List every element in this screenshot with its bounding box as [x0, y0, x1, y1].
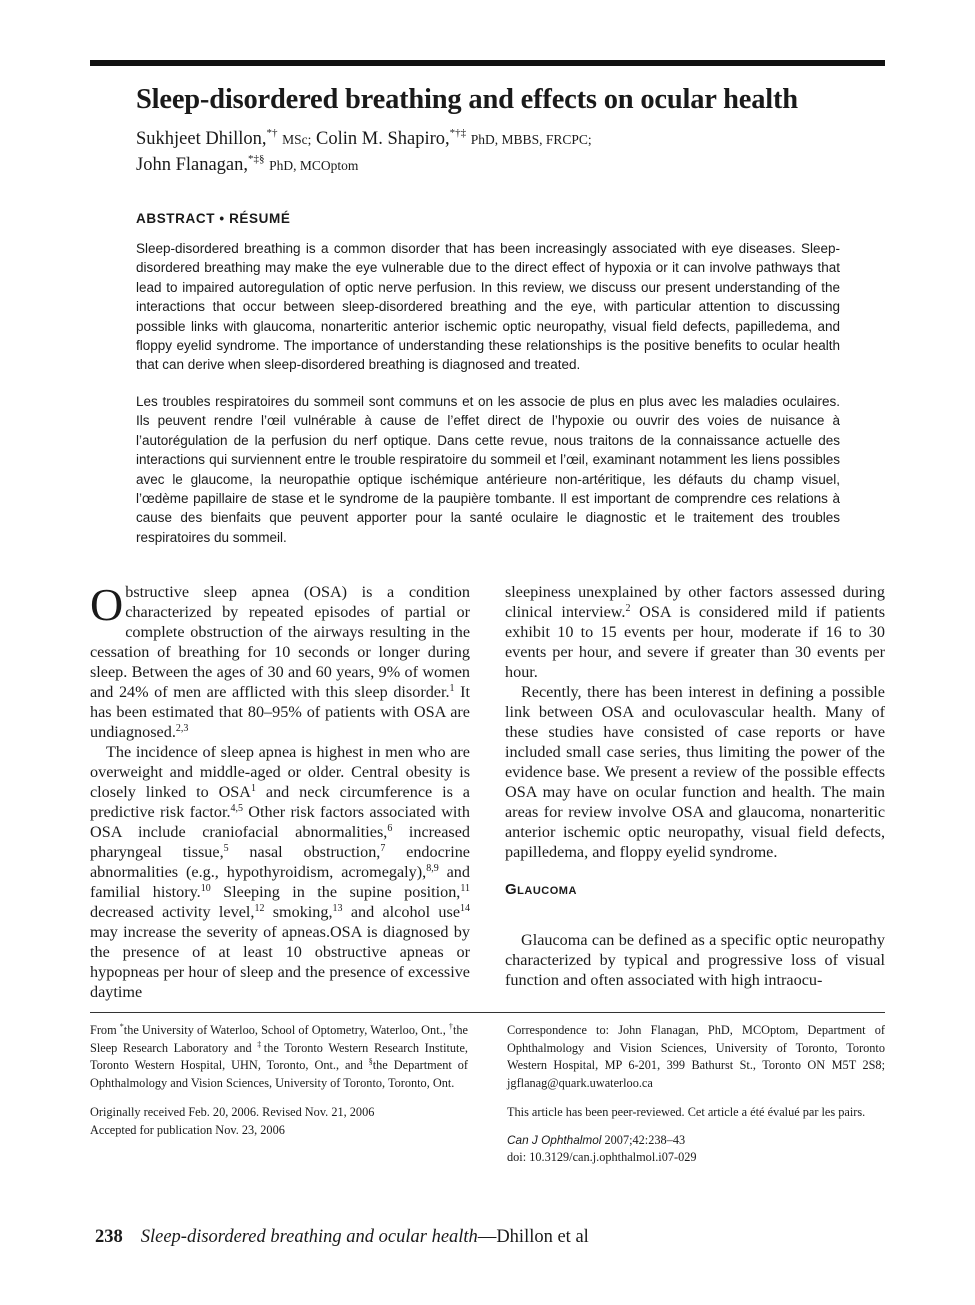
section-heading-glaucoma: Glaucoma: [505, 881, 577, 898]
drop-cap: O: [90, 579, 124, 630]
reference-superscript: 14: [460, 903, 471, 914]
body-paragraph-5: Glaucoma can be defined as a specific optic neuropathy characterized by typical and progressive loss of visual function and often associated with high intraocu-: [505, 931, 885, 989]
reference-superscript: 12: [254, 903, 265, 914]
author-affiliation-marks: *‡§: [248, 153, 265, 165]
footnote-rule: [90, 1012, 885, 1013]
reference-superscript: 1: [449, 683, 455, 694]
reference-superscript: 2,3: [175, 723, 189, 734]
reference-superscript: §: [368, 1057, 373, 1066]
citation-volume: 2007;42:238–43: [601, 1132, 686, 1147]
reference-superscript: 2: [625, 603, 631, 614]
reference-superscript: 10: [200, 883, 211, 894]
affiliation-text: From *the University of Waterloo, School of Optometry, Waterloo, Ont., †the Sleep Research Laboratory and ‡the Toronto Western Research Institute, Toronto Western Hospital, UHN, Toronto, Ont., and §the Department of Ophthalmology and Vision Sciences, University of Toronto, Toronto, Ont.: [90, 1022, 469, 1090]
reference-superscript: 13: [332, 903, 343, 914]
author-affiliation-marks: *†‡: [449, 127, 467, 139]
body-column-left: [90, 579, 471, 1002]
reference-superscript: *: [119, 1022, 124, 1031]
running-authors: —Dhillon et al: [477, 1227, 589, 1247]
reference-superscript: 7: [380, 843, 386, 854]
reference-superscript: 11: [460, 883, 470, 894]
body-paragraph-4: Recently, there has been interest in defining a possible link between OSA and oculovascular health. Many of these studies have consisted of case reports or have included small case series, thus limiting the power of the evidence base. We present a review of the possible effects OSA may have on ocular function and health. The main areas for review involve OSA and glaucoma, nonarteritic anterior ischemic optic neuropathy, visual field defects, papilledema, and floppy eyelid syndrome.: [505, 683, 885, 861]
abstract-heading: ABSTRACT • RÉSUMÉ: [136, 211, 291, 226]
author-degrees: PhD, MBBS, FRCPC;: [470, 132, 592, 147]
author-line-1: [136, 129, 592, 150]
reference-superscript: †: [448, 1022, 453, 1031]
footnote-correspondence: [507, 1022, 885, 1167]
body-paragraph-2: The incidence of sleep apnea is highest in men who are overweight and middle-aged or older. Central obesity is closely linked to OSA$^1$ and neck circumference is a predictive risk factor.$^{4,5}$ Other risk factors associated with OSA include craniofacial abnormalities,$^6$ increased pharyngeal tissue,$^5$ nasal obstruction,$^7$ endocrine abnormalities (e.g., hypothyroidism, acromegaly),$^{8,9}$ and familial history.$^{10}$ Sleeping in the supine position,$^{11}$ decreased activity level,$^{12}$ smoking,$^{13}$ and alcohol use$^{14}$ may increase the severity of apneas.OSA is diagnosed by the presence of at least 10 obstructive apneas or hypopneas per hour of sleep and the presence of excessive daytime: [90, 743, 471, 1001]
reference-superscript: ‡: [257, 1039, 264, 1049]
article-title: Sleep-disordered breathing and effects on ocular health: [136, 84, 798, 115]
page-number: 238: [95, 1227, 123, 1247]
page-footer: [95, 1227, 589, 1248]
top-rule: [90, 60, 885, 66]
reference-superscript: 8,9: [426, 863, 439, 874]
author-name: John Flanagan,: [136, 155, 249, 175]
author-line-2: [136, 155, 358, 176]
author-name: Sukhjeet Dhillon,: [136, 129, 267, 149]
abstract-english: Sleep-disordered breathing is a common disorder that has been increasingly associated with eye diseases. Sleep-disordered breathing may make the eye vulnerable due to the direct effect of hypoxia or it can involve pathways that lead to impaired autoregulation of optic nerve perfusion. In this review, we discuss our present understanding of the interactions that occur between sleep-disordered breathing and the eye, with particular attention to discussing possible links with glaucoma, nonarteritic anterior ischemic optic neuropathy, visual field defects, papilledema, and floppy eyelid syndrome. The importance of understanding these relationships is the positive benefits to ocular health that can derive when sleep-disordered breathing is diagnosed and treated.: [136, 241, 840, 373]
author-name: Colin M. Shapiro,: [316, 129, 450, 149]
body-paragraph-1: Obstructive sleep apnea (OSA) is a condition characterized by repeated episodes of partial or complete obstruction of the airways resulting in the cessation of breathing for 10 seconds or longer during sleep. Between the ages of 30 and 60 years, 9% of women and 24% of men are afflicted with this sleep disorder.$^1$ It has been estimated that 80–95% of patients with OSA are undiagnosed.$^{2,3}$: [90, 579, 470, 741]
peer-review-note: This article has been peer-reviewed. Cet article a été évalué par les pairs.: [507, 1105, 866, 1119]
footnote-affiliations: [90, 1022, 468, 1139]
body-column-right: [505, 582, 885, 990]
accepted-date: Accepted for publication Nov. 23, 2006: [90, 1122, 285, 1137]
author-degrees: MSc;: [282, 132, 312, 147]
doi-text: doi: 10.3129/can.j.ophthalmol.i07-029: [507, 1150, 697, 1164]
author-affiliation-marks: *†: [266, 127, 278, 139]
citation-line: [507, 1132, 885, 1150]
journal-name: Can J Ophthalmol: [507, 1132, 602, 1147]
author-degrees: PhD, MCOptom: [269, 158, 359, 173]
reference-superscript: 6: [387, 823, 393, 834]
abstract-french: Les troubles respiratoires du sommeil sont communs et on les associe de plus en plus avec les maladies oculaires. Ils peuvent rendre l’œil vulnérable à cause de l’effet direct de l’hypoxie ou ouvrir des voies de nuisance à l’autorégulation de la perfusion du nerf optique. Dans cette revue, nous traitons de la connaissance actuelle des interactions qui surviennent entre le trouble respiratoire du sommeil et l’œil, examinant notamment les liens possibles avec le glaucome, la neuropathie optique ischémique antérieure non-artéritique, les défauts du champ visuel, l’œdème papillaire de stase et le syndrome de la paupière tombante. Il est important de comprendre ces relations à cause des bienfaits que peuvent apporter pour la santé oculaire le diagnostic et le traitement des troubles respiratoires du sommeil.: [136, 394, 840, 545]
received-date: Originally received Feb. 20, 2006. Revised Nov. 21, 2006: [90, 1105, 375, 1119]
reference-superscript: 1: [251, 783, 256, 794]
correspondence-text: Correspondence to: John Flanagan, PhD, MCOptom, Department of Ophthalmology and Vision Sciences, University of Toronto, Toronto Western Hospital, MP 6-201, 399 Bathurst St., Toronto ON M5T 2S8; jgflanag@quark.uwaterloo.ca: [507, 1023, 885, 1090]
reference-superscript: 4,5: [230, 803, 243, 814]
reference-superscript: 5: [223, 843, 229, 854]
running-title: Sleep-disordered breathing and ocular health: [140, 1227, 478, 1247]
body-paragraph-3: sleepiness unexplained by other factors assessed during clinical interview.$^2$ OSA is considered mild if patients exhibit 10 to 15 events per hour, moderate if 16 to 30 events per hour, and severe if greater than 30 events per hour.: [505, 583, 885, 681]
